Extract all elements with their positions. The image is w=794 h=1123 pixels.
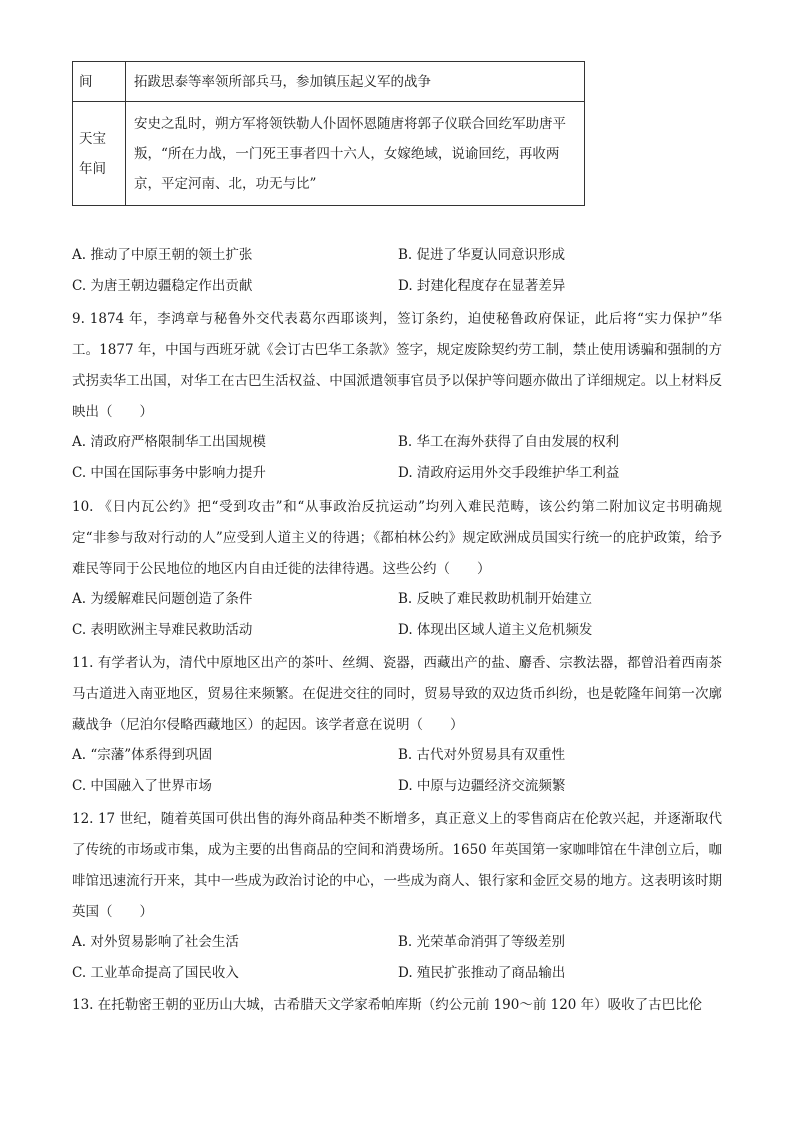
table-cell-period: 天宝年间 [73,102,126,206]
table-row [73,62,585,102]
q9-option-b: B. 华工在海外获得了自由发展的权利 [398,434,620,450]
q12-stem: 12. 17 世纪，随着英国可供出售的海外商品种类不断增多，真正意义上的零售商店在伦敦兴起，并逐渐取代了传统的市场或市集，成为主要的出售商品的空间和消费场所。1650 年英国第一家咖啡馆在牛津创立后，咖啡馆迅速流行开来，其中一些成为政治讨论的中心，一些成为商人、银行家和金匠交易的地方。这表明该时期英国（ ） [72,811,722,920]
q12-option-d: D. 殖民扩张推动了商品输出 [398,965,566,981]
material-table [72,61,585,206]
table-cell-content: 安史之乱时，朔方军将领铁勒人仆固怀恩随唐将郭子仪联合回纥军助唐平叛，“所在力战，一门死王事者四十六人，女嫁绝域，说谕回纥，再收两京，平定河南、北，功无与比” [126,102,585,206]
q12-option-c: C. 工业革命提高了国民收入 [72,965,239,981]
table-cell-period: 间 [73,62,126,102]
q10-option-b: B. 反映了难民救助机制开始建立 [398,591,593,607]
q8-option-c: C. 为唐王朝边疆稳定作出贡献 [72,278,253,294]
q11-option-a: A. “宗藩”体系得到巩固 [72,747,213,763]
q11-option-b: B. 古代对外贸易具有双重性 [398,747,566,763]
q9-option-d: D. 清政府运用外交手段维护华工利益 [398,465,620,481]
q8-option-b: B. 促进了华夏认同意识形成 [398,247,566,263]
q9-option-c: C. 中国在国际事务中影响力提升 [72,465,266,481]
q10-option-c: C. 表明欧洲主导难民救助活动 [72,622,253,638]
q12-option-b: B. 光荣革命消弭了等级差别 [398,934,566,950]
q8-option-d: D. 封建化程度存在显著差异 [398,278,566,294]
q11-stem: 11. 有学者认为，清代中原地区出产的茶叶、丝绸、瓷器，西藏出产的盐、麝香、宗教法器，都曾沿着西南茶马古道进入南亚地区，贸易往来频繁。在促进交往的同时，贸易导致的双边货币纠纷，也是乾隆年间第一次廓藏战争（尼泊尔侵略西藏地区）的起因。该学者意在说明（ ） [72,655,722,733]
q9-stem: 9. 1874 年，李鸿章与秘鲁外交代表葛尔西耶谈判，签订条约，迫使秘鲁政府保证，此后将“实力保护”华工。1877 年，中国与西班牙就《会订古巴华工条款》签字，规定废除契约劳工制，禁止使用诱骗和强制的方式拐卖华工出国，对华工在古巴生活权益、中国派遣领事官员予以保护等问题亦做出了详细规定。以上材料反映出（ ） [72,311,722,420]
table-cell-content: 拓跋思泰等率领所部兵马，参加镇压起义军的战争 [126,62,585,102]
q13-stem: 13. 在托勒密王朝的亚历山大城，古希腊天文学家希帕库斯（约公元前 190～前 120 年）吸收了古巴比伦 [72,997,703,1013]
q11-option-c: C. 中国融入了世界市场 [72,778,212,794]
q8-option-a: A. 推动了中原王朝的领土扩张 [72,247,253,263]
q12-option-a: A. 对外贸易影响了社会生活 [72,934,239,950]
q10-option-d: D. 体现出区域人道主义危机频发 [398,622,593,638]
q11-option-d: D. 中原与边疆经济交流频繁 [398,778,566,794]
table-row [73,102,585,206]
q9-option-a: A. 清政府严格限制华工出国规模 [72,434,266,450]
q10-stem: 10. 《日内瓦公约》把“受到攻击”和“从事政治反抗运动”均列入难民范畴，该公约第二附加议定书明确规定“非参与敌对行动的人”应受到人道主义的待遇；《都柏林公约》规定欧洲成员国实行统一的庇护政策，给予难民等同于公民地位的地区内自由迁徙的法律待遇。这些公约（ ） [72,499,722,577]
q10-option-a: A. 为缓解难民问题创造了条件 [72,591,253,607]
